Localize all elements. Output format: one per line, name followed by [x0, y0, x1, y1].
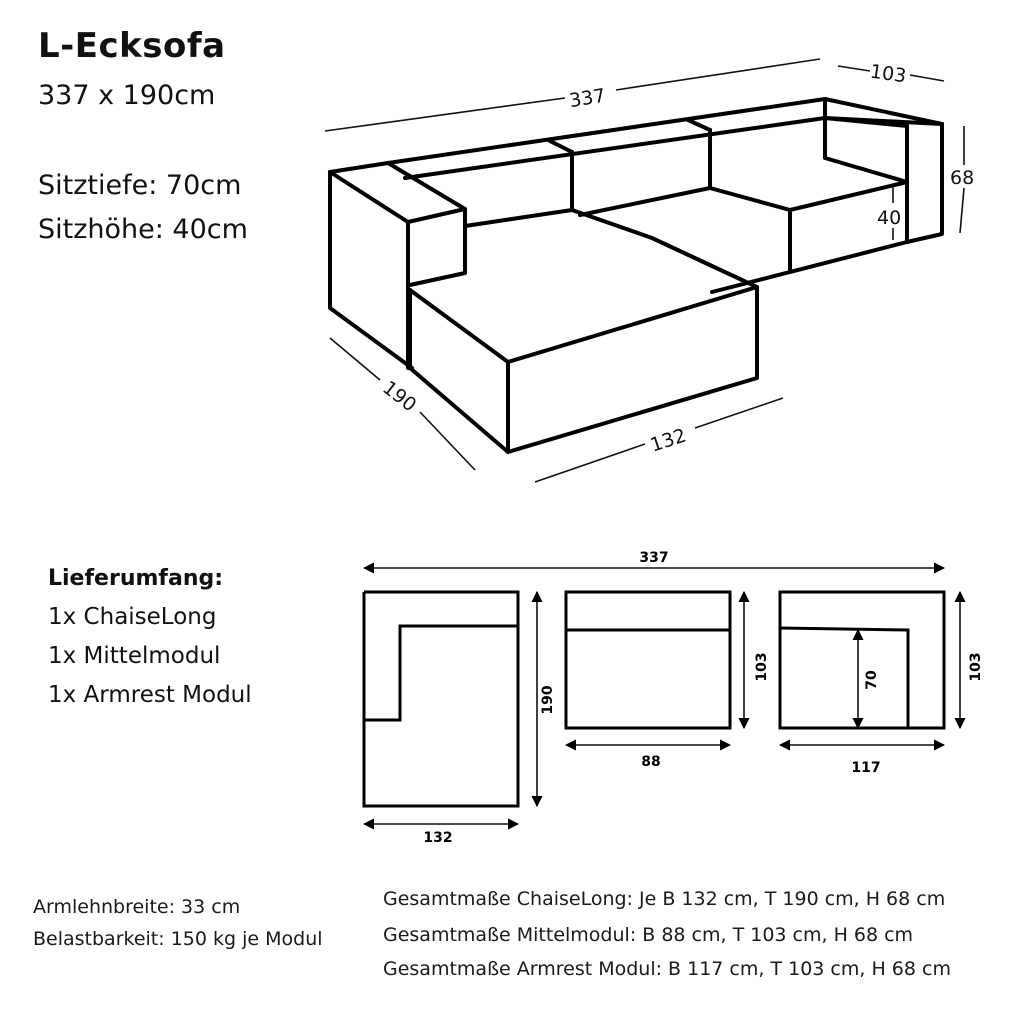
scope-item-chaise: 1x ChaiseLong [48, 604, 217, 630]
iso-height: 68 [950, 167, 975, 189]
left-arm-front [330, 172, 412, 368]
chaise-top [410, 238, 757, 362]
seat-depth: Sitztiefe: 70cm [38, 170, 242, 201]
plan-total-width: 337 [639, 550, 669, 566]
isometric-sofa [325, 59, 974, 482]
chaise-side [410, 290, 508, 452]
plan-middle-width: 88 [641, 754, 661, 770]
overall-size: 337 x 190cm [38, 80, 216, 111]
scope-heading: Lieferumfang: [48, 566, 224, 591]
spec-arm-width: Armlehnbreite: 33 cm [33, 896, 241, 918]
iso-seat-height: 40 [877, 207, 902, 229]
right-arm-front [907, 124, 942, 242]
spec-armrest-total: Gesamtmaße Armrest Modul: B 117 cm, T 103 cm, H 68 cm [383, 958, 951, 980]
plan-chaise-width: 132 [423, 830, 453, 846]
plan-middle-depth: 103 [754, 652, 770, 682]
plan-chaise-depth: 190 [540, 685, 556, 715]
armrest-plan [780, 592, 944, 728]
middle-seat [465, 210, 652, 238]
iso-total-width: 337 [567, 84, 607, 113]
back-top-edge [330, 99, 942, 172]
spec-chaise-total: Gesamtmaße ChaiseLong: Je B 132 cm, T 190 cm, H 68 cm [383, 888, 946, 910]
spec-middle-total: Gesamtmaße Mittelmodul: B 88 cm, T 103 cm, H 68 cm [383, 924, 914, 946]
chaise-front [508, 287, 757, 452]
right-arm-top [825, 99, 907, 182]
iso-chaise-width: 132 [647, 424, 689, 457]
scope-item-middle: 1x Mittelmodul [48, 643, 221, 669]
page-title: L-Ecksofa [38, 26, 226, 66]
right-seat [580, 182, 907, 215]
scope-item-armrest: 1x Armrest Modul [48, 682, 252, 708]
plan-views [364, 550, 984, 846]
plan-armrest-seat: 70 [864, 670, 880, 690]
iso-armrest-depth: 103 [868, 60, 908, 88]
chaise-plan [364, 592, 518, 806]
iso-chaise-length: 190 [378, 376, 421, 417]
seat-height: Sitzhöhe: 40cm [38, 214, 248, 245]
plan-armrest-depth: 103 [968, 652, 984, 682]
plan-armrest-width: 117 [851, 760, 881, 776]
spec-load: Belastbarkeit: 150 kg je Modul [33, 928, 323, 950]
middle-plan [566, 592, 730, 728]
